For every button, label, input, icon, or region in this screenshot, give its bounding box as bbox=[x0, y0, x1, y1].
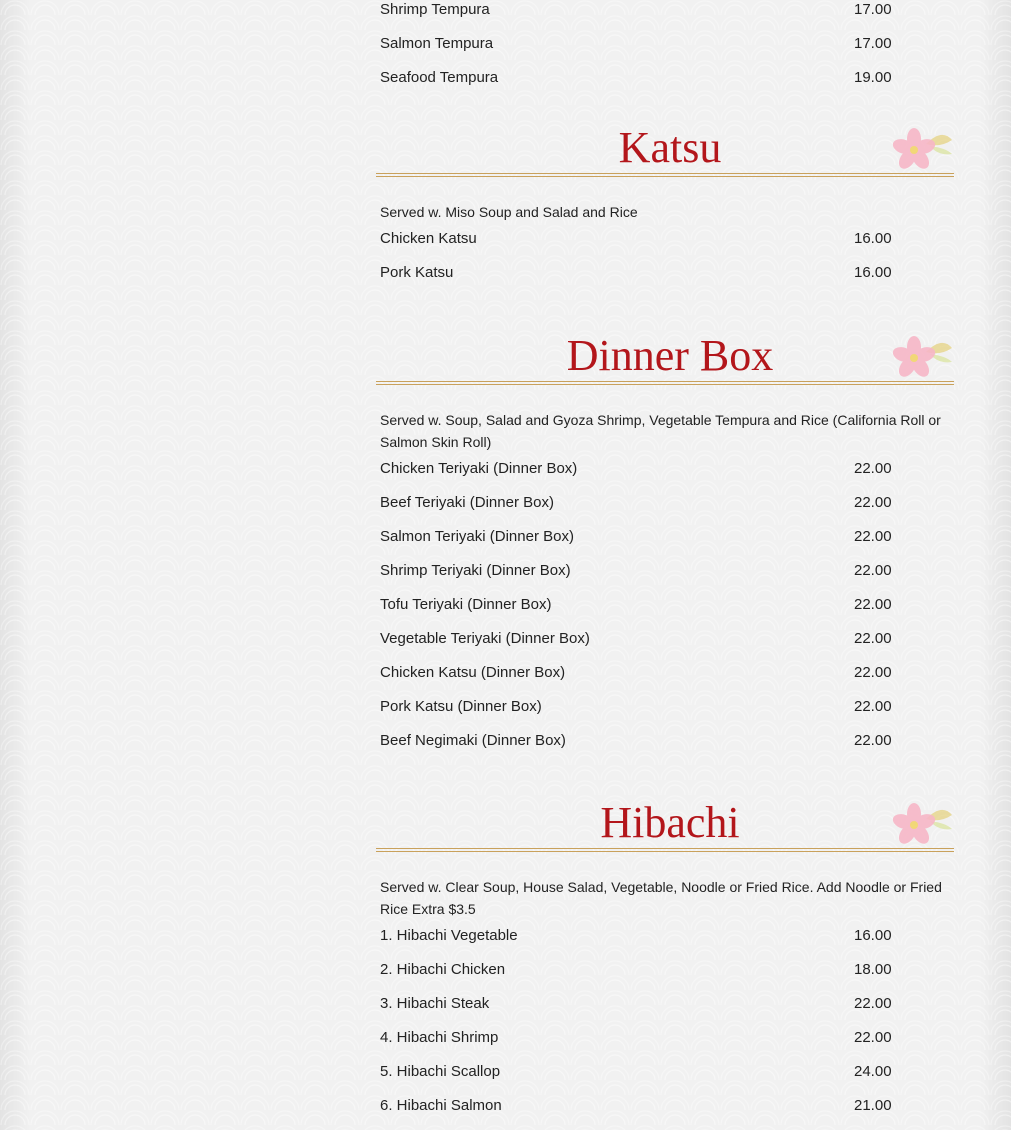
item-price: 19.00 bbox=[854, 69, 892, 86]
item-price: 22.00 bbox=[854, 664, 892, 681]
item-name: Pork Katsu bbox=[380, 264, 454, 281]
section-header bbox=[376, 797, 954, 852]
item-name: 3. Hibachi Steak bbox=[380, 995, 490, 1012]
section-description: Served w. Soup, Salad and Gyoza Shrimp, Vegetable Tempura and Rice (California Roll or Salmon Skin Roll) bbox=[380, 412, 941, 450]
item-price: 22.00 bbox=[854, 494, 892, 511]
menu-item bbox=[376, 561, 954, 595]
item-price: 16.00 bbox=[854, 264, 892, 281]
menu-item bbox=[376, 697, 954, 731]
item-price: 22.00 bbox=[854, 698, 892, 715]
menu-item bbox=[376, 0, 954, 34]
item-price: 22.00 bbox=[854, 528, 892, 545]
item-price: 21.00 bbox=[854, 1097, 892, 1114]
section-divider bbox=[376, 173, 954, 177]
cherry-blossom-icon bbox=[890, 330, 954, 382]
section-divider bbox=[376, 848, 954, 852]
item-price: 22.00 bbox=[854, 630, 892, 647]
menu-item bbox=[376, 263, 954, 297]
section-header bbox=[376, 122, 954, 177]
menu-column bbox=[376, 0, 954, 1130]
section-description: Served w. Clear Soup, House Salad, Vegetable, Noodle or Fried Rice. Add Noodle or Fried Rice Extra $3.5 bbox=[380, 879, 942, 917]
menu-item bbox=[376, 493, 954, 527]
section-dinner-box bbox=[376, 330, 954, 765]
item-name: Shrimp Teriyaki (Dinner Box) bbox=[380, 562, 571, 579]
item-name: Beef Negimaki (Dinner Box) bbox=[380, 732, 566, 749]
item-price: 22.00 bbox=[854, 460, 892, 477]
item-name: Salmon Teriyaki (Dinner Box) bbox=[380, 528, 574, 545]
menu-item bbox=[376, 229, 954, 263]
menu-item bbox=[376, 1028, 954, 1062]
menu-item bbox=[376, 68, 954, 102]
menu-item bbox=[376, 595, 954, 629]
item-name: Chicken Katsu bbox=[380, 230, 477, 247]
item-name: 1. Hibachi Vegetable bbox=[380, 927, 518, 944]
item-name: Salmon Tempura bbox=[380, 35, 494, 52]
item-name: Chicken Katsu (Dinner Box) bbox=[380, 664, 566, 681]
tempura-item-list bbox=[376, 0, 954, 102]
section-hibachi bbox=[376, 797, 954, 1130]
menu-item bbox=[376, 527, 954, 561]
menu-item bbox=[376, 629, 954, 663]
cherry-blossom-icon bbox=[890, 122, 954, 174]
item-name: Tofu Teriyaki (Dinner Box) bbox=[380, 596, 552, 613]
item-price: 22.00 bbox=[854, 732, 892, 749]
menu-item bbox=[376, 960, 954, 994]
menu-item bbox=[376, 926, 954, 960]
item-price: 22.00 bbox=[854, 596, 892, 613]
section-divider bbox=[376, 381, 954, 385]
item-name: 2. Hibachi Chicken bbox=[380, 961, 506, 978]
item-name: 6. Hibachi Salmon bbox=[380, 1097, 502, 1114]
menu-item bbox=[376, 1062, 954, 1096]
item-price: 22.00 bbox=[854, 995, 892, 1012]
menu-item bbox=[376, 1096, 954, 1130]
item-name: Chicken Teriyaki (Dinner Box) bbox=[380, 460, 578, 477]
section-header bbox=[376, 330, 954, 385]
item-price: 17.00 bbox=[854, 35, 892, 52]
menu-item bbox=[376, 459, 954, 493]
menu-item bbox=[376, 663, 954, 697]
item-name: Beef Teriyaki (Dinner Box) bbox=[380, 494, 554, 511]
item-price: 24.00 bbox=[854, 1063, 892, 1080]
item-price: 22.00 bbox=[854, 562, 892, 579]
item-price: 18.00 bbox=[854, 961, 892, 978]
item-name: Seafood Tempura bbox=[380, 69, 499, 86]
item-price: 16.00 bbox=[854, 927, 892, 944]
item-name: Pork Katsu (Dinner Box) bbox=[380, 698, 542, 715]
item-name: Vegetable Teriyaki (Dinner Box) bbox=[380, 630, 590, 647]
section-title: Hibachi bbox=[600, 798, 740, 847]
menu-item bbox=[376, 731, 954, 765]
item-price: 22.00 bbox=[854, 1029, 892, 1046]
item-price: 17.00 bbox=[854, 1, 892, 18]
section-katsu bbox=[376, 122, 954, 297]
item-name: 4. Hibachi Shrimp bbox=[380, 1029, 499, 1046]
item-price: 16.00 bbox=[854, 230, 892, 247]
section-description: Served w. Miso Soup and Salad and Rice bbox=[380, 204, 638, 220]
menu-item bbox=[376, 994, 954, 1028]
item-name: Shrimp Tempura bbox=[380, 1, 490, 18]
cherry-blossom-icon bbox=[890, 797, 954, 849]
section-title: Katsu bbox=[618, 123, 722, 172]
menu-item bbox=[376, 34, 954, 68]
section-title: Dinner Box bbox=[566, 331, 774, 380]
item-name: 5. Hibachi Scallop bbox=[380, 1063, 501, 1080]
